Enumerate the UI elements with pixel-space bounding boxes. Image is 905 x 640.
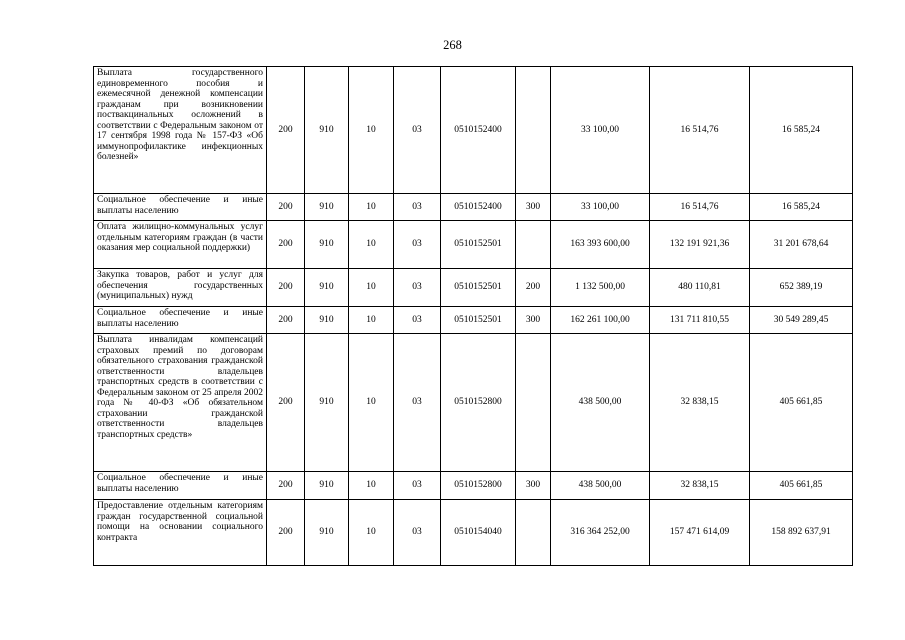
cell-amount-3: 405 661,85: [750, 472, 853, 500]
cell-code-3: 10: [349, 472, 394, 500]
cell-amount-2: 16 514,76: [650, 194, 750, 221]
table-row: [94, 67, 853, 194]
cell-code-4: 03: [394, 269, 441, 307]
cell-expense-type: [516, 67, 551, 194]
row-description: Закупка товаров, работ и услуг для обеспечения государственных (муниципальных) нужд: [94, 269, 267, 307]
cell-code-1: 200: [267, 269, 305, 307]
cell-amount-3: 30 549 289,45: [750, 307, 853, 334]
table-row: [94, 269, 853, 307]
cell-expense-type: 300: [516, 307, 551, 334]
cell-target-code: 0510152501: [441, 269, 516, 307]
cell-code-2: 910: [305, 307, 349, 334]
cell-code-3: 10: [349, 334, 394, 472]
cell-code-1: 200: [267, 194, 305, 221]
cell-code-2: 910: [305, 269, 349, 307]
cell-target-code: 0510152800: [441, 472, 516, 500]
cell-code-3: 10: [349, 500, 394, 566]
cell-target-code: 0510152400: [441, 67, 516, 194]
cell-code-4: 03: [394, 67, 441, 194]
cell-expense-type: 200: [516, 269, 551, 307]
cell-code-4: 03: [394, 472, 441, 500]
cell-code-2: 910: [305, 472, 349, 500]
cell-amount-1: 438 500,00: [551, 334, 650, 472]
cell-code-1: 200: [267, 221, 305, 269]
table-row: [94, 221, 853, 269]
row-description: Социальное обеспечение и иные выплаты населению: [94, 194, 267, 221]
cell-code-1: 200: [267, 500, 305, 566]
cell-amount-1: 438 500,00: [551, 472, 650, 500]
cell-code-1: 200: [267, 307, 305, 334]
cell-expense-type: 300: [516, 472, 551, 500]
cell-amount-1: 163 393 600,00: [551, 221, 650, 269]
cell-code-4: 03: [394, 221, 441, 269]
cell-code-4: 03: [394, 194, 441, 221]
cell-amount-1: 162 261 100,00: [551, 307, 650, 334]
cell-target-code: 0510154040: [441, 500, 516, 566]
table-row: [94, 334, 853, 472]
cell-code-1: 200: [267, 67, 305, 194]
page-number: 268: [443, 38, 462, 52]
row-description: Выплата инвалидам компенсаций страховых премий по договорам обязательного страхования гражданской ответственности владельцев транспортных средств в соответствии с Федеральным законом от 25 апреля 2002 года № 40-ФЗ «Об обязательном страховании гражданской ответственности владельцев транспортных средств»: [94, 334, 267, 472]
cell-amount-3: 31 201 678,64: [750, 221, 853, 269]
row-description: Оплата жилищно-коммунальных услуг отдельным категориям граждан (в части оказания мер социальной поддержки): [94, 221, 267, 269]
cell-code-3: 10: [349, 269, 394, 307]
cell-amount-2: 157 471 614,09: [650, 500, 750, 566]
cell-expense-type: [516, 500, 551, 566]
row-description: Социальное обеспечение и иные выплаты населению: [94, 472, 267, 500]
cell-amount-3: 16 585,24: [750, 67, 853, 194]
cell-code-2: 910: [305, 67, 349, 194]
cell-code-4: 03: [394, 334, 441, 472]
cell-code-2: 910: [305, 500, 349, 566]
cell-amount-3: 158 892 637,91: [750, 500, 853, 566]
row-description: Предоставление отдельным категориям граждан государственной социальной помощи на основании социального контракта: [94, 500, 267, 566]
cell-amount-1: 316 364 252,00: [551, 500, 650, 566]
cell-amount-2: 32 838,15: [650, 334, 750, 472]
cell-amount-3: 16 585,24: [750, 194, 853, 221]
cell-code-3: 10: [349, 307, 394, 334]
cell-code-3: 10: [349, 221, 394, 269]
cell-amount-2: 131 711 810,55: [650, 307, 750, 334]
cell-expense-type: 300: [516, 194, 551, 221]
cell-expense-type: [516, 221, 551, 269]
cell-amount-2: 16 514,76: [650, 67, 750, 194]
cell-target-code: 0510152501: [441, 307, 516, 334]
table-row: [94, 500, 853, 566]
cell-amount-2: 480 110,81: [650, 269, 750, 307]
budget-table: [93, 66, 853, 566]
cell-code-1: 200: [267, 472, 305, 500]
row-description: Выплата государственного единовременного пособия и ежемесячной денежной компенсации гражданам при возникновении поствакцинальных осложнений в соответствии с Федеральным законом от 17 сентября 1998 года № 157-ФЗ «Об иммунопрофилактике инфекционных болезней»: [94, 67, 267, 194]
cell-amount-2: 32 838,15: [650, 472, 750, 500]
cell-amount-1: 33 100,00: [551, 194, 650, 221]
table-row: [94, 307, 853, 334]
cell-code-3: 10: [349, 194, 394, 221]
cell-amount-1: 1 132 500,00: [551, 269, 650, 307]
row-description: Социальное обеспечение и иные выплаты населению: [94, 307, 267, 334]
cell-target-code: 0510152501: [441, 221, 516, 269]
cell-target-code: 0510152800: [441, 334, 516, 472]
table-body: [94, 67, 853, 566]
table-row: [94, 194, 853, 221]
cell-code-4: 03: [394, 307, 441, 334]
cell-code-3: 10: [349, 67, 394, 194]
cell-target-code: 0510152400: [441, 194, 516, 221]
cell-amount-3: 652 389,19: [750, 269, 853, 307]
cell-amount-3: 405 661,85: [750, 334, 853, 472]
cell-amount-1: 33 100,00: [551, 67, 650, 194]
cell-code-1: 200: [267, 334, 305, 472]
table-row: [94, 472, 853, 500]
cell-code-2: 910: [305, 221, 349, 269]
cell-code-2: 910: [305, 194, 349, 221]
cell-code-4: 03: [394, 500, 441, 566]
cell-amount-2: 132 191 921,36: [650, 221, 750, 269]
cell-code-2: 910: [305, 334, 349, 472]
cell-expense-type: [516, 334, 551, 472]
